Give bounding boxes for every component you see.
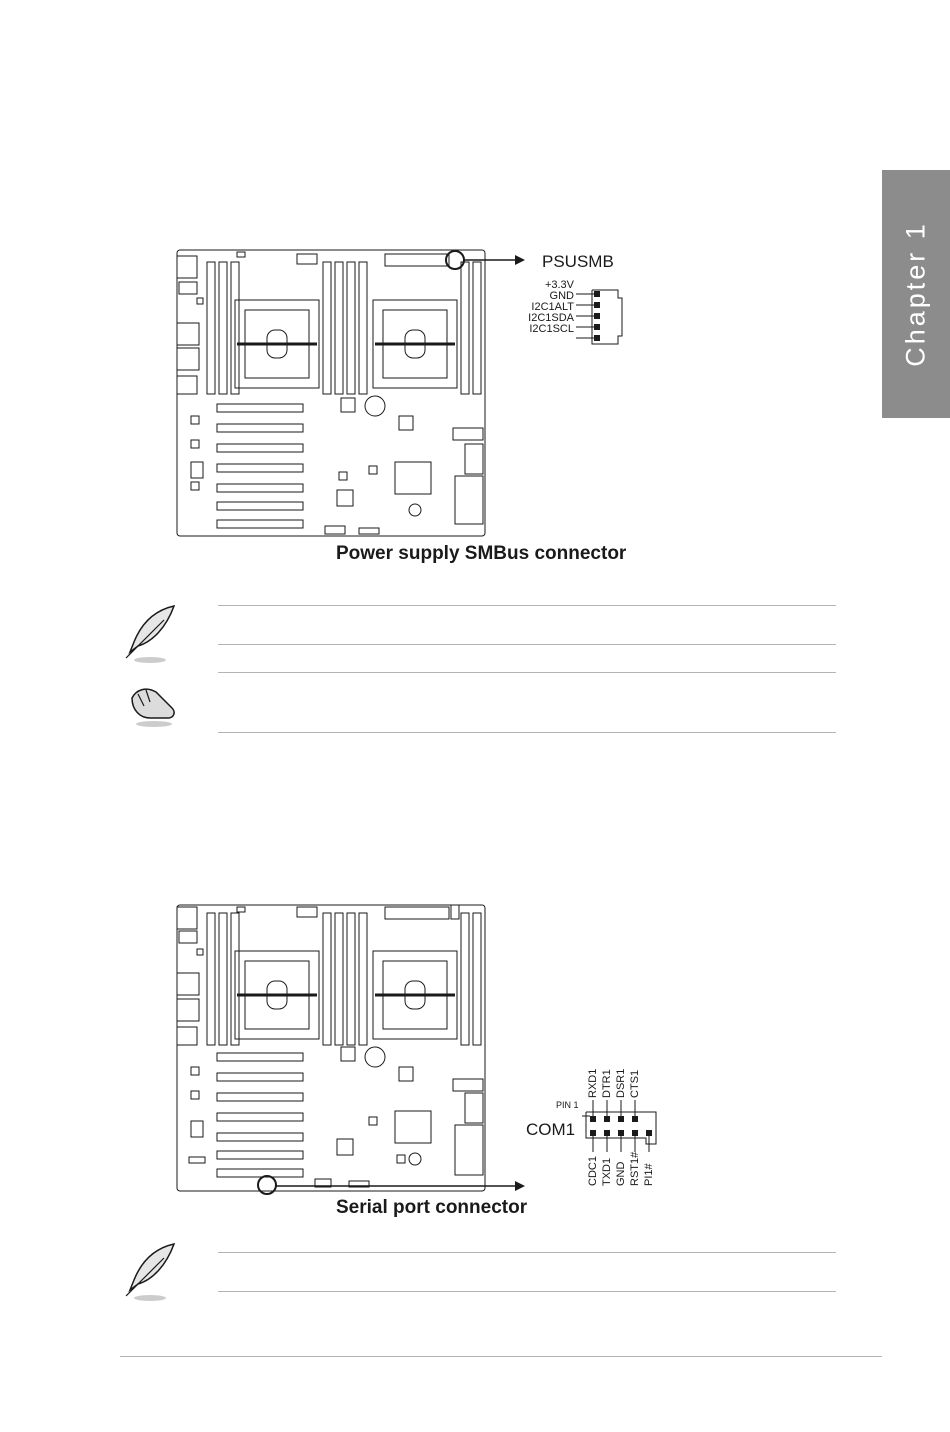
chapter-tab-label: Chapter 1	[900, 221, 931, 367]
footer-rule	[120, 1356, 882, 1357]
motherboard-diagram-com	[175, 903, 535, 1197]
motherboard-diagram-psusmb	[175, 248, 535, 540]
note-box-2-top-rule	[218, 1252, 836, 1253]
com-top-pin-2-label: DTR1	[601, 1069, 613, 1098]
chapter-tab	[882, 170, 950, 418]
psusmb-connector-name: PSUSMB	[542, 252, 614, 271]
com-bottom-pin-2-label: TXD1	[601, 1157, 613, 1186]
caution-box	[120, 670, 836, 736]
hand-icon	[120, 678, 182, 734]
com-connector-name: COM1	[526, 1120, 576, 1139]
psusmb-pin-4-label: I2C1SDA	[528, 312, 574, 324]
note-box-2	[120, 1240, 836, 1302]
com-callout	[520, 1060, 670, 1190]
psusmb-pin-2-label: GND	[549, 290, 574, 302]
note-box-1-bottom-rule	[218, 644, 836, 645]
feather-pen-icon	[120, 1240, 182, 1302]
com-bottom-pin-5-label: PI1#	[643, 1163, 655, 1186]
com-pin1-marker-label: PIN 1	[556, 1100, 579, 1110]
com-top-pin-3-label: DSR1	[615, 1068, 627, 1098]
com-top-pin-1-label: RXD1	[587, 1068, 599, 1098]
note-box-1-top-rule	[218, 605, 836, 606]
caution-box-top-rule	[218, 672, 836, 673]
psusmb-callout	[520, 250, 660, 360]
com-top-pin-4-label: CTS1	[629, 1069, 641, 1098]
psusmb-pin-1-label: +3.3V	[544, 279, 574, 291]
psusmb-pin-5-label: I2C1SCL	[529, 323, 574, 335]
note-box-1	[120, 600, 836, 660]
feather-pen-icon	[120, 602, 182, 664]
psusmb-figure-caption: Power supply SMBus connector	[336, 543, 627, 564]
caution-box-bottom-rule	[218, 732, 836, 733]
com-figure-caption: Serial port connector	[336, 1197, 528, 1218]
com-bottom-pin-1-label: CDC1	[587, 1156, 599, 1186]
com-bottom-pin-4-label: RST1#	[629, 1151, 641, 1186]
note-box-2-bottom-rule	[218, 1291, 836, 1292]
com-bottom-pin-3-label: GND	[615, 1161, 627, 1186]
psusmb-pin-3-label: I2C1ALT	[531, 301, 574, 313]
